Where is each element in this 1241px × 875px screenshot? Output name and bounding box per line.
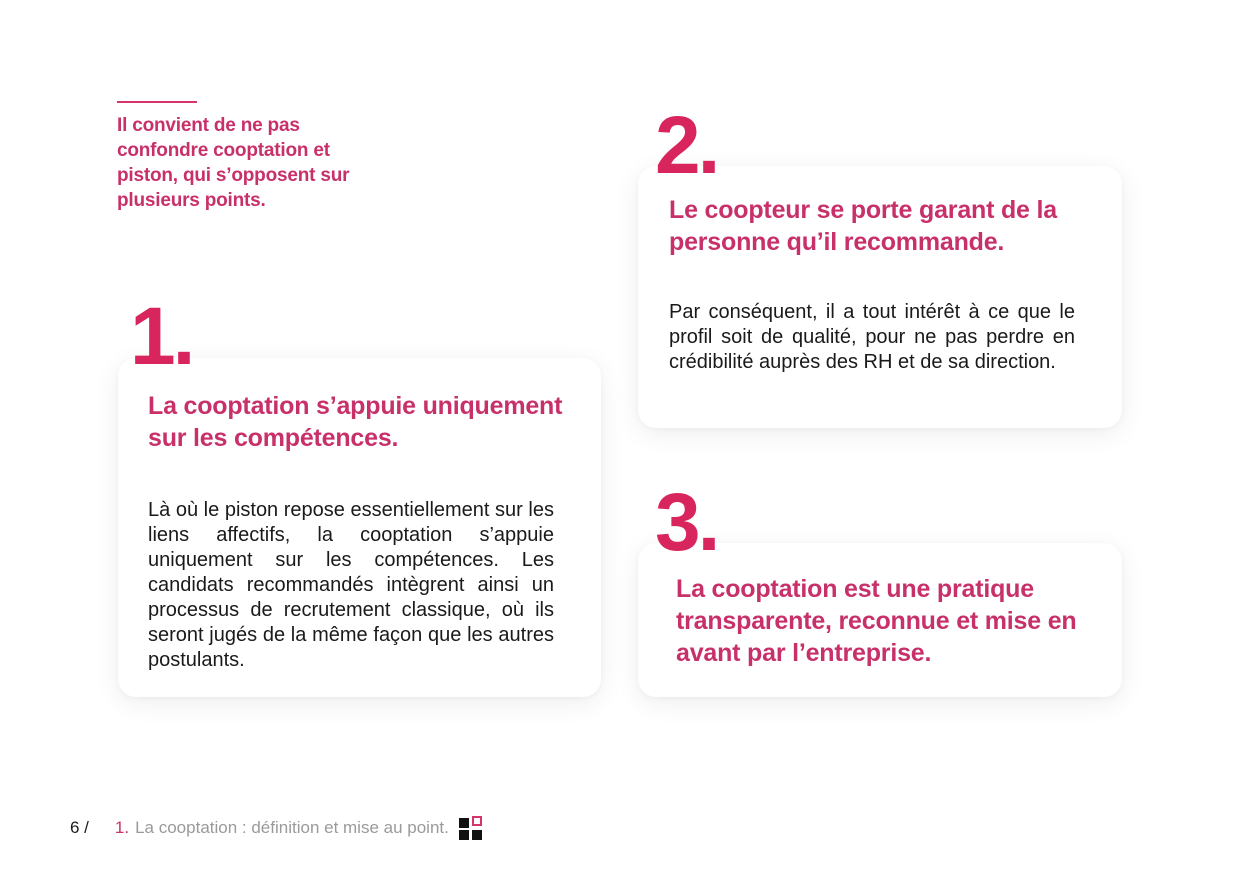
point-body-1: Là où le piston repose essentiellement sur les liens affectifs, la cooptation s’appuie uniquement sur les compétences. Les candidats recommandés intègrent ainsi un processus de recrutement classique, où ils seront jugés de la même façon que les autres postulants.	[148, 499, 554, 671]
point-title-3: La cooptation est une pratique transparente, reconnue et mise en avant par l’entreprise.	[676, 575, 1077, 667]
logo-square-icon	[459, 830, 469, 840]
page-number: 6 /	[70, 818, 89, 837]
logo-square-outline-icon	[472, 816, 482, 826]
logo-square-icon	[459, 818, 469, 828]
point-card-1	[118, 358, 601, 697]
point-number-3: 3.	[655, 477, 718, 568]
point-title-2: Le coopteur se porte garant de la personne qu’il recommande.	[669, 196, 1057, 256]
intro-divider	[117, 101, 197, 103]
point-number-1: 1.	[130, 291, 193, 382]
page-footer	[70, 816, 483, 840]
section-title: La cooptation : définition et mise au point.	[135, 818, 449, 837]
point-card-2	[638, 166, 1122, 428]
point-body-2: Par conséquent, il a tout intérêt à ce que le profil soit de qualité, pour ne pas perdre en crédibilité auprès des RH et de sa direction.	[669, 301, 1075, 373]
section-number: 1.	[114, 818, 130, 837]
intro-text: Il convient de ne pas confondre cooptation et piston, qui s’opposent sur plusieurs points.	[117, 115, 350, 211]
point-title-1: La cooptation s’appuie uniquement sur les compétences.	[148, 392, 563, 452]
logo-square-icon	[472, 830, 482, 840]
point-number-2: 2.	[655, 100, 718, 191]
brand-logo-icon	[459, 816, 483, 840]
